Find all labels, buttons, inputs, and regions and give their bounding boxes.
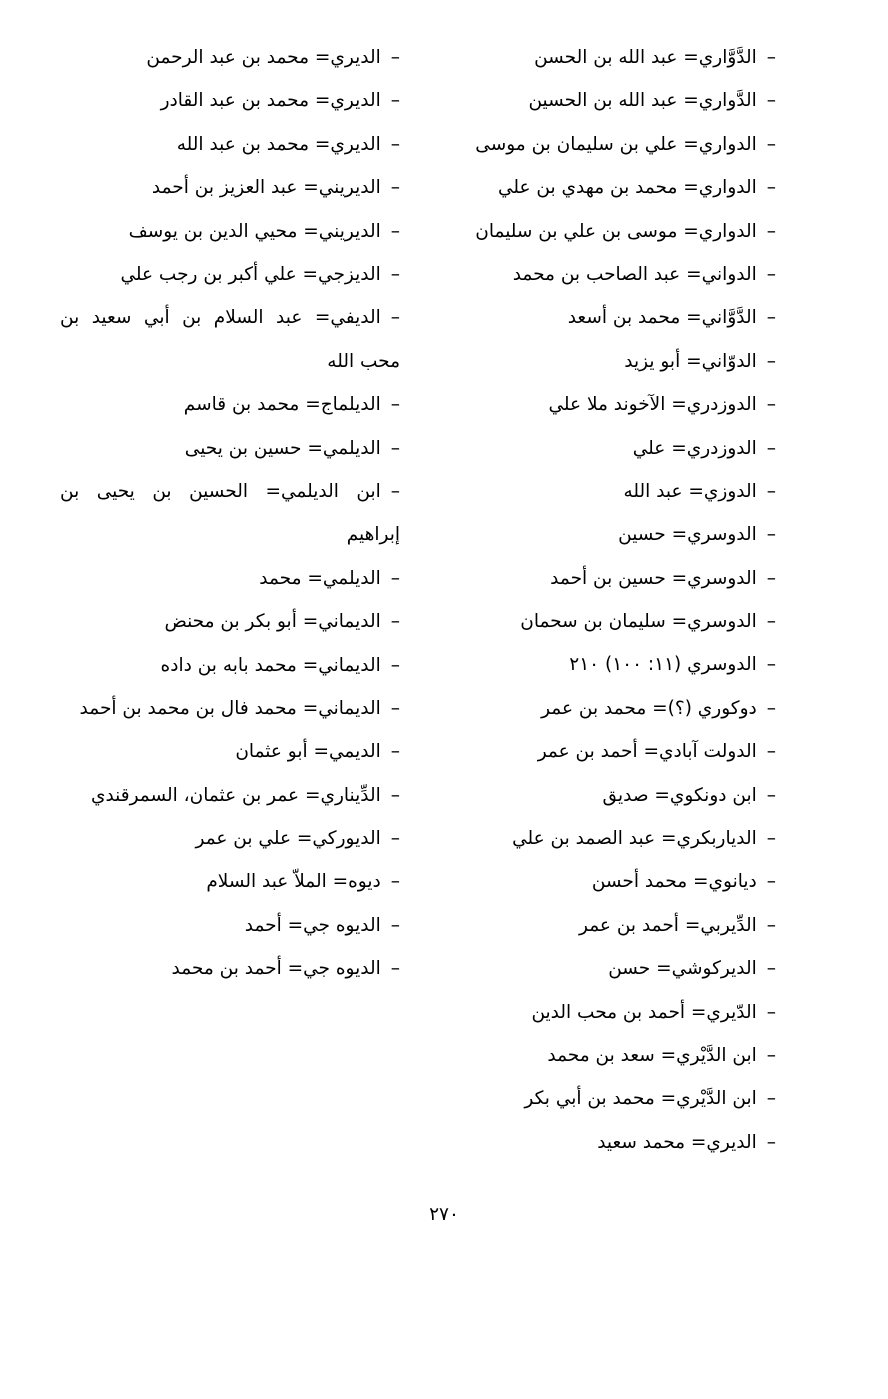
entry-text: الدولت آبادي= أحمد بن عمر	[537, 741, 757, 763]
entry-dash: –	[390, 567, 400, 589]
entry-dash: –	[390, 480, 400, 502]
index-entry	[446, 210, 776, 253]
entry-text: الديماني= محمد فال بن محمد بن أحمد	[79, 697, 381, 719]
entry-dash: –	[766, 90, 776, 112]
index-entry	[60, 166, 400, 209]
entry-text: الديلمي= محمد	[259, 567, 381, 589]
index-entry	[446, 687, 776, 730]
entry-text: الدياربكري= عبد الصمد بن علي	[512, 828, 757, 850]
entry-text: الدّيري= أحمد بن محب الدين	[531, 1001, 757, 1023]
entry-text: ابن دونكوي= صديق	[602, 784, 757, 806]
entry-text: الديلمي= حسين بن يحيى	[184, 437, 381, 459]
entry-dash: –	[766, 1044, 776, 1066]
entry-dash: –	[390, 437, 400, 459]
entry-text: الديريني= محيي الدين بن يوسف	[128, 220, 381, 242]
index-entry	[60, 296, 400, 383]
entry-dash: –	[766, 480, 776, 502]
entry-dash: –	[766, 263, 776, 285]
entry-text: الدوسري (١١: ١٠٠) ٢١٠	[569, 654, 757, 676]
index-column-left	[60, 36, 400, 991]
entry-text: ابن الدَّيْري= سعد بن محمد	[547, 1044, 757, 1066]
index-entry	[60, 253, 400, 296]
entry-text: الديوه جي= أحمد بن محمد	[171, 958, 381, 980]
entry-text: ابن الديلمي= الحسين بن يحيى بن إبراهيم	[60, 480, 400, 546]
index-entry	[446, 774, 776, 817]
entry-dash: –	[766, 1001, 776, 1023]
entry-dash: –	[390, 177, 400, 199]
entry-text: الدواني= عبد الصاحب بن محمد	[512, 263, 757, 285]
entry-text: الدوزي= عبد الله	[623, 480, 757, 502]
entry-dash: –	[390, 47, 400, 68]
entry-text: الدوزدري= علي	[632, 437, 757, 459]
entry-dash: –	[766, 914, 776, 936]
entry-dash: –	[390, 914, 400, 936]
entry-dash: –	[390, 871, 400, 893]
index-entry	[446, 730, 776, 773]
index-entry	[60, 470, 400, 557]
index-column-right	[446, 36, 776, 1164]
entry-dash: –	[766, 611, 776, 633]
index-entry	[446, 79, 776, 122]
entry-text: الدواري= علي بن سليمان بن موسى	[475, 133, 757, 155]
index-entry	[446, 166, 776, 209]
entry-dash: –	[390, 611, 400, 633]
entry-text: الدواري= محمد بن مهدي بن علي	[497, 177, 757, 199]
index-entry	[60, 644, 400, 687]
index-entry	[446, 340, 776, 383]
index-entry	[446, 296, 776, 339]
entry-text: الدَّواري= عبد الله بن الحسين	[528, 90, 757, 112]
entry-text: الدوسري= حسين	[618, 524, 757, 546]
entry-text: الدواري= موسى بن علي بن سليمان	[475, 220, 757, 242]
entry-dash: –	[390, 741, 400, 763]
entry-dash: –	[766, 177, 776, 199]
index-entry	[60, 557, 400, 600]
entry-dash: –	[390, 307, 400, 329]
entry-text: ديوه= الملاّ عبد السلام	[206, 871, 381, 893]
entry-dash: –	[766, 133, 776, 155]
entry-dash: –	[766, 1088, 776, 1110]
entry-dash: –	[390, 133, 400, 155]
entry-dash: –	[766, 784, 776, 806]
index-entry	[60, 774, 400, 817]
entry-dash: –	[390, 90, 400, 112]
entry-dash: –	[766, 871, 776, 893]
entry-dash: –	[390, 697, 400, 719]
index-entry	[446, 904, 776, 947]
entry-text: الديري= محمد بن عبد القادر	[160, 90, 381, 112]
entry-text: الدِّيربي= أحمد بن عمر	[579, 914, 757, 936]
index-entry	[446, 253, 776, 296]
entry-dash: –	[766, 47, 776, 68]
entry-text: الديوركي= علي بن عمر	[195, 828, 381, 850]
entry-text: الديري= محمد سعيد	[597, 1131, 757, 1153]
entry-dash: –	[766, 697, 776, 719]
index-entry	[446, 947, 776, 990]
entry-dash: –	[766, 958, 776, 980]
entry-text: الديريني= عبد العزيز بن أحمد	[151, 177, 381, 199]
entry-text: الدَّوَّاري= عبد الله بن الحسن	[534, 47, 757, 68]
entry-dash: –	[766, 220, 776, 242]
entry-dash: –	[766, 307, 776, 329]
entry-text: الدوسري= حسين بن أحمد	[550, 567, 757, 589]
entry-dash: –	[390, 263, 400, 285]
entry-text: الديمي= أبو عثمان	[235, 741, 381, 763]
index-entry	[446, 600, 776, 643]
index-entry	[446, 513, 776, 556]
entry-dash: –	[766, 394, 776, 416]
index-entry	[60, 904, 400, 947]
index-entry	[60, 860, 400, 903]
index-entry	[446, 383, 776, 426]
entry-dash: –	[766, 654, 776, 676]
index-entry	[60, 383, 400, 426]
entry-text: الدوسري= سليمان بن سحمان	[520, 611, 757, 633]
entry-text: الديري= محمد بن عبد الله	[176, 133, 381, 155]
index-entry	[60, 730, 400, 773]
index-entry	[446, 643, 776, 686]
index-entry	[446, 470, 776, 513]
index-entry	[446, 36, 776, 79]
entry-text: الدِّيناري= عمر بن عثمان، السمرقندي	[90, 784, 381, 806]
index-entry	[446, 1121, 776, 1164]
entry-dash: –	[766, 437, 776, 459]
entry-text: الدوزدري= الآخوند ملا علي	[548, 394, 757, 416]
entry-dash: –	[766, 567, 776, 589]
entry-text: الديزجي= علي أكبر بن رجب علي	[120, 263, 381, 285]
entry-text: الديماني= محمد بابه بن داده	[160, 654, 381, 676]
index-entry	[446, 123, 776, 166]
entry-text: الديركوشي= حسن	[608, 958, 757, 980]
entry-text: الدوّاني= أبو يزيد	[624, 350, 757, 372]
index-entry	[60, 817, 400, 860]
entry-dash: –	[766, 524, 776, 546]
entry-text: الديفي= عبد السلام بن أبي سعيد بن محب الله	[60, 307, 400, 372]
index-entry	[60, 36, 400, 79]
page-number: ٢٧٠	[429, 1204, 459, 1225]
entry-dash: –	[390, 654, 400, 676]
index-entry	[60, 600, 400, 643]
entry-text: الديلماج= محمد بن قاسم	[183, 394, 381, 416]
entry-text: الديري= محمد بن عبد الرحمن	[146, 47, 381, 68]
index-entry	[60, 947, 400, 990]
index-entry	[446, 817, 776, 860]
index-entry	[60, 210, 400, 253]
index-entry	[60, 79, 400, 122]
entry-dash: –	[766, 350, 776, 372]
index-entry	[446, 860, 776, 903]
entry-text: الدَّوَّاني= محمد بن أسعد	[567, 307, 757, 329]
entry-dash: –	[390, 220, 400, 242]
entry-dash: –	[390, 828, 400, 850]
index-entry	[60, 123, 400, 166]
index-entry	[446, 1077, 776, 1120]
index-entry	[446, 991, 776, 1034]
entry-text: الديوه جي= أحمد	[244, 914, 381, 936]
index-entry	[60, 687, 400, 730]
entry-text: ابن الدَّيْري= محمد بن أبي بكر	[524, 1088, 757, 1110]
index-entry	[60, 427, 400, 470]
entry-dash: –	[390, 958, 400, 980]
entry-text: الديماني= أبو بكر بن محنض	[164, 611, 381, 633]
index-entry	[446, 557, 776, 600]
index-entry	[446, 427, 776, 470]
entry-text: دوكوري (؟)= محمد بن عمر	[541, 697, 757, 719]
entry-dash: –	[766, 1131, 776, 1153]
index-entry	[446, 1034, 776, 1077]
entry-dash: –	[766, 828, 776, 850]
entry-dash: –	[766, 741, 776, 763]
entry-dash: –	[390, 394, 400, 416]
entry-dash: –	[390, 784, 400, 806]
entry-text: ديانوي= محمد أحسن	[591, 871, 757, 893]
